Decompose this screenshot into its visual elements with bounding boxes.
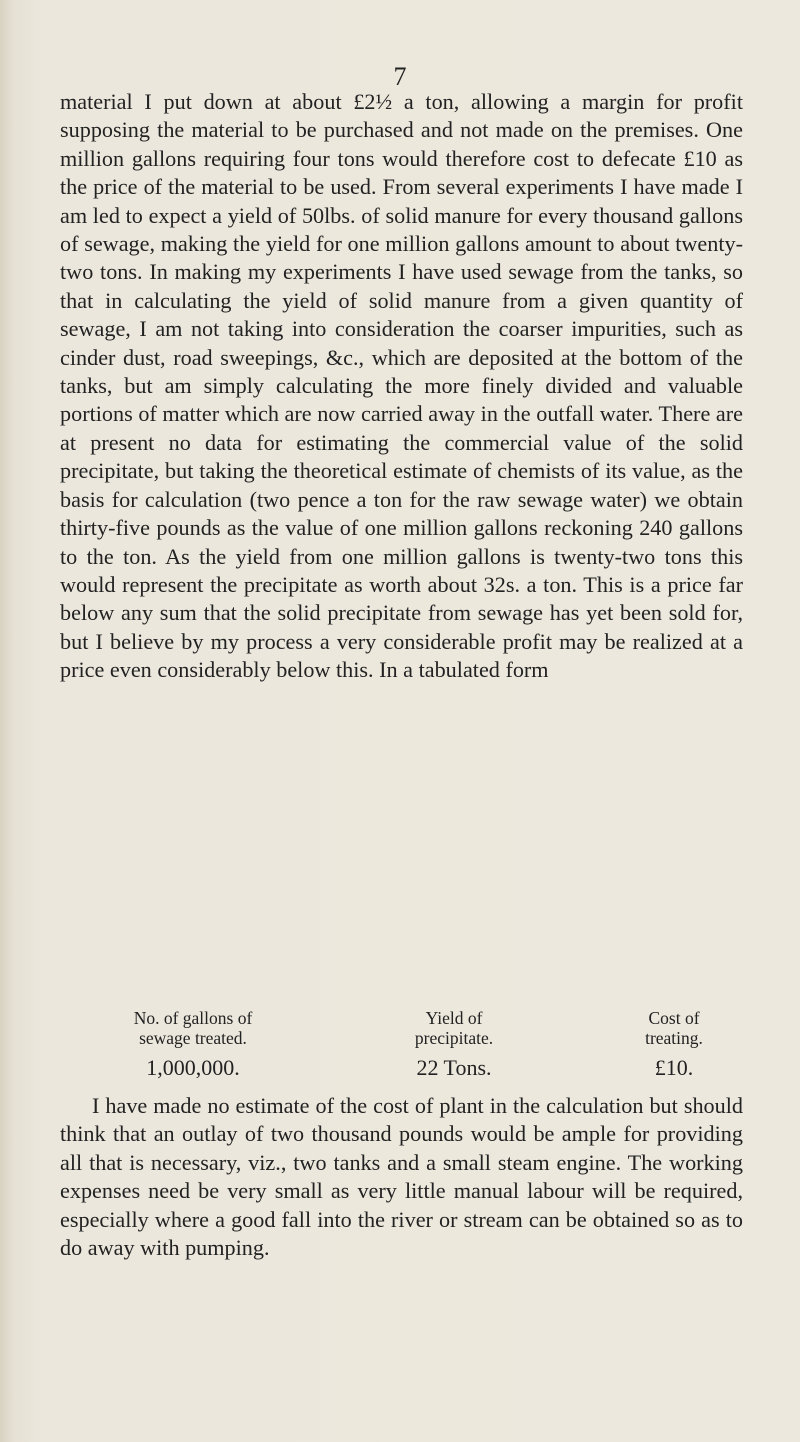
- header-yield-line-1: Yield of: [425, 1008, 483, 1028]
- value-gallons: 1,000,000.: [146, 1055, 240, 1080]
- header-gallons-line-1: No. of gallons of: [133, 1008, 253, 1028]
- header-yield: [304, 1008, 604, 1048]
- header-yield-line-2: precipitate.: [414, 1028, 494, 1048]
- table-row: [82, 1055, 744, 1081]
- header-gallons-line-2: sewage treated.: [139, 1028, 247, 1048]
- page-number: 7: [393, 62, 407, 91]
- header-cost-line-1: Cost of: [648, 1008, 700, 1028]
- value-yield: 22 Tons.: [416, 1055, 492, 1080]
- header-gallons: [82, 1008, 304, 1048]
- cost-table: [82, 1008, 744, 1081]
- header-cost: [604, 1008, 744, 1048]
- table-header-row: [82, 1008, 744, 1048]
- header-cost-line-2: treating.: [645, 1028, 703, 1048]
- paragraph-2: I have made no estimate of the cost of plant in the calculation but should think that an outlay of two thousand pounds would be ample for providing all that is necessary, viz., two tanks and a small steam engine. The working expenses need be very small as very little manual labour will be required, especially where a good fall into the river or stream can be obtained so as to do away with pumping.: [60, 1093, 743, 1261]
- value-cost: £10.: [654, 1055, 694, 1080]
- paragraph-1: material I put down at about £2½ a ton, allowing a margin for profit supposing the material to be purchased and not made on the premises. One million gallons requiring four tons would therefore cost to defecate £10 as the price of the material to be used. From several experiments I have made I am led to expect a yield of 50lbs. of solid manure for every thousand gallons of sewage, making the yield for one million gallons amount to about twenty-two tons. In making my experiments I have used sewage from the tanks, so that in calculating the yield of solid manure from a given quantity of sewage, I am not taking into consideration the coarser impurities, such as cinder dust, road sweepings, &c., which are deposited at the bottom of the tanks, but am simply calculating the more finely divided and valuable portions of matter which are now carried away in the outfall water. There are at present no data for estimating the commercial value of the solid precipitate, but taking the theoretical estimate of chemists of its value, as the basis for calculation (two pence a ton for the raw sewage water) we obtain thirty-five pounds as the value of one million gallons reckoning 240 gallons to the ton. As the yield from one million gallons is twenty-two tons this would represent the precipitate as worth about 32s. a ton. This is a price far below any sum that the solid precipitate from sewage has yet been sold for, but I believe by my process a very considerable profit may be realized at a price even considerably below this. In a tabulated form: [60, 89, 743, 683]
